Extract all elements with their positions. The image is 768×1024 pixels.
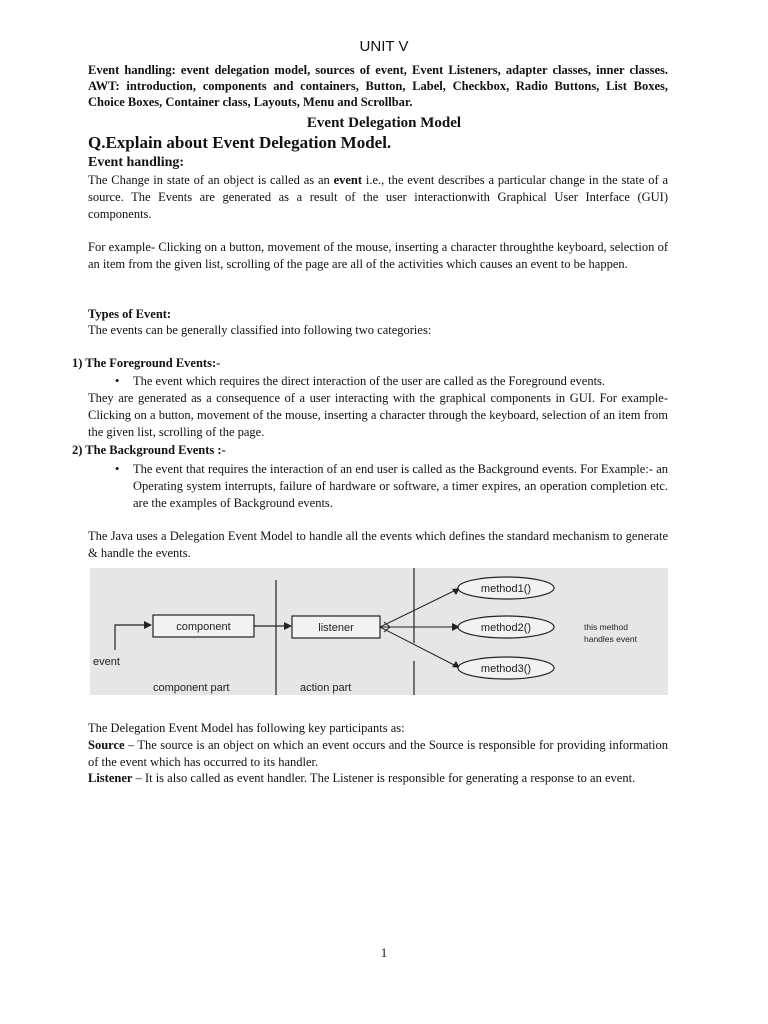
types-intro: The events can be generally classified into following two categories: — [88, 323, 432, 337]
event-arrow — [115, 625, 148, 650]
source-text: – The source is an object on which an event occurs and the Source is responsible for providing information of the event which has occurred to its handler. — [88, 738, 668, 769]
foreground-continuation: They are generated as a consequence of a user interacting with the graphical components in GUI. For example- Clicking on a button, movement of the mouse, inserting a character through the keyboard, selection of an item from the given list, scrolling of the page. — [88, 391, 668, 439]
participants-intro: The Delegation Event Model has following key participants as: — [88, 721, 405, 735]
foreground-heading: 1) The Foreground Events:- — [72, 356, 221, 370]
java-delegation-paragraph: The Java uses a Delegation Event Model to handle all the events which defines the standard mechanism to generate & handle the events. — [88, 529, 668, 560]
event-label: event — [93, 656, 120, 668]
method1-label: method1() — [480, 583, 532, 595]
foreground-bullet — [115, 373, 668, 390]
method2-label: method2() — [480, 622, 532, 634]
event-example-paragraph: For example- Clicking on a button, movement of the mouse, inserting a character throughthe keyboard, selection of an item from the given list, scrolling of the page are all of the activities which causes an event to be happen. — [88, 240, 668, 271]
foreground-bullet-text: The event which requires the direct interaction of the user are called as the Foreground events. — [133, 374, 606, 388]
listener-label-text: Listener — [88, 771, 133, 785]
syllabus-summary: Event handling: event delegation model, sources of event, Event Listeners, adapter classes, inner classes. AWT: introduction, components and containers, Button, Label, Checkbox, Radio Buttons, List Boxes, Choice Boxes, Container class, Layouts, Menu and Scrollbar. — [88, 63, 668, 109]
source-label: Source — [88, 738, 125, 752]
background-heading: 2) The Background Events :- — [72, 443, 226, 457]
listener-text: – It is also called as event handler. The Listener is responsible for generating a response to an event. — [132, 771, 636, 785]
action-part-label: action part — [300, 682, 352, 694]
unit-title: UNIT V — [359, 38, 409, 55]
listener-label: listener — [318, 622, 354, 634]
question-heading: Q.Explain about Event Delegation Model. — [88, 133, 392, 152]
listener-to-method1-line — [380, 588, 460, 627]
types-heading: Types of Event: — [88, 307, 172, 321]
page-number: 1 — [380, 946, 388, 960]
bullet-icon: • — [115, 374, 120, 388]
note-line-2: handles event — [584, 634, 637, 644]
bullet-icon: • — [115, 462, 120, 476]
source-paragraph — [88, 737, 668, 771]
listener-paragraph — [88, 770, 668, 787]
background-bullet — [115, 461, 668, 511]
event-arrowhead — [144, 621, 152, 629]
listener-to-method3-line — [380, 627, 460, 668]
component-part-label: component part — [153, 682, 230, 694]
note-line-1: this method — [584, 622, 628, 632]
delegation-model-diagram — [90, 568, 668, 695]
component-label: component — [176, 621, 231, 633]
event-keyword: event — [333, 173, 363, 187]
background-bullet-text: The event that requires the interaction of an end user is called as the Background events. For Example:- an Operating system interrupts, failure of hardware or software, a timer expires, an operation completion etc. are the examples of Background events. — [133, 462, 668, 510]
method3-label: method3() — [480, 663, 532, 675]
section-title: Event Delegation Model — [306, 115, 462, 131]
event-definition-paragraph — [88, 172, 668, 222]
component-to-listener-arrowhead — [284, 622, 292, 630]
event-handling-heading: Event handling: — [88, 155, 185, 170]
event-definition-text-c: i.e., the event describes a particular change in the state of a source. The Events are generated as a result of the user interactionwith Graphical User Interface (GUI) components. — [88, 173, 669, 221]
event-definition-text-a: The Change in state of an object is called as an — [88, 173, 334, 187]
